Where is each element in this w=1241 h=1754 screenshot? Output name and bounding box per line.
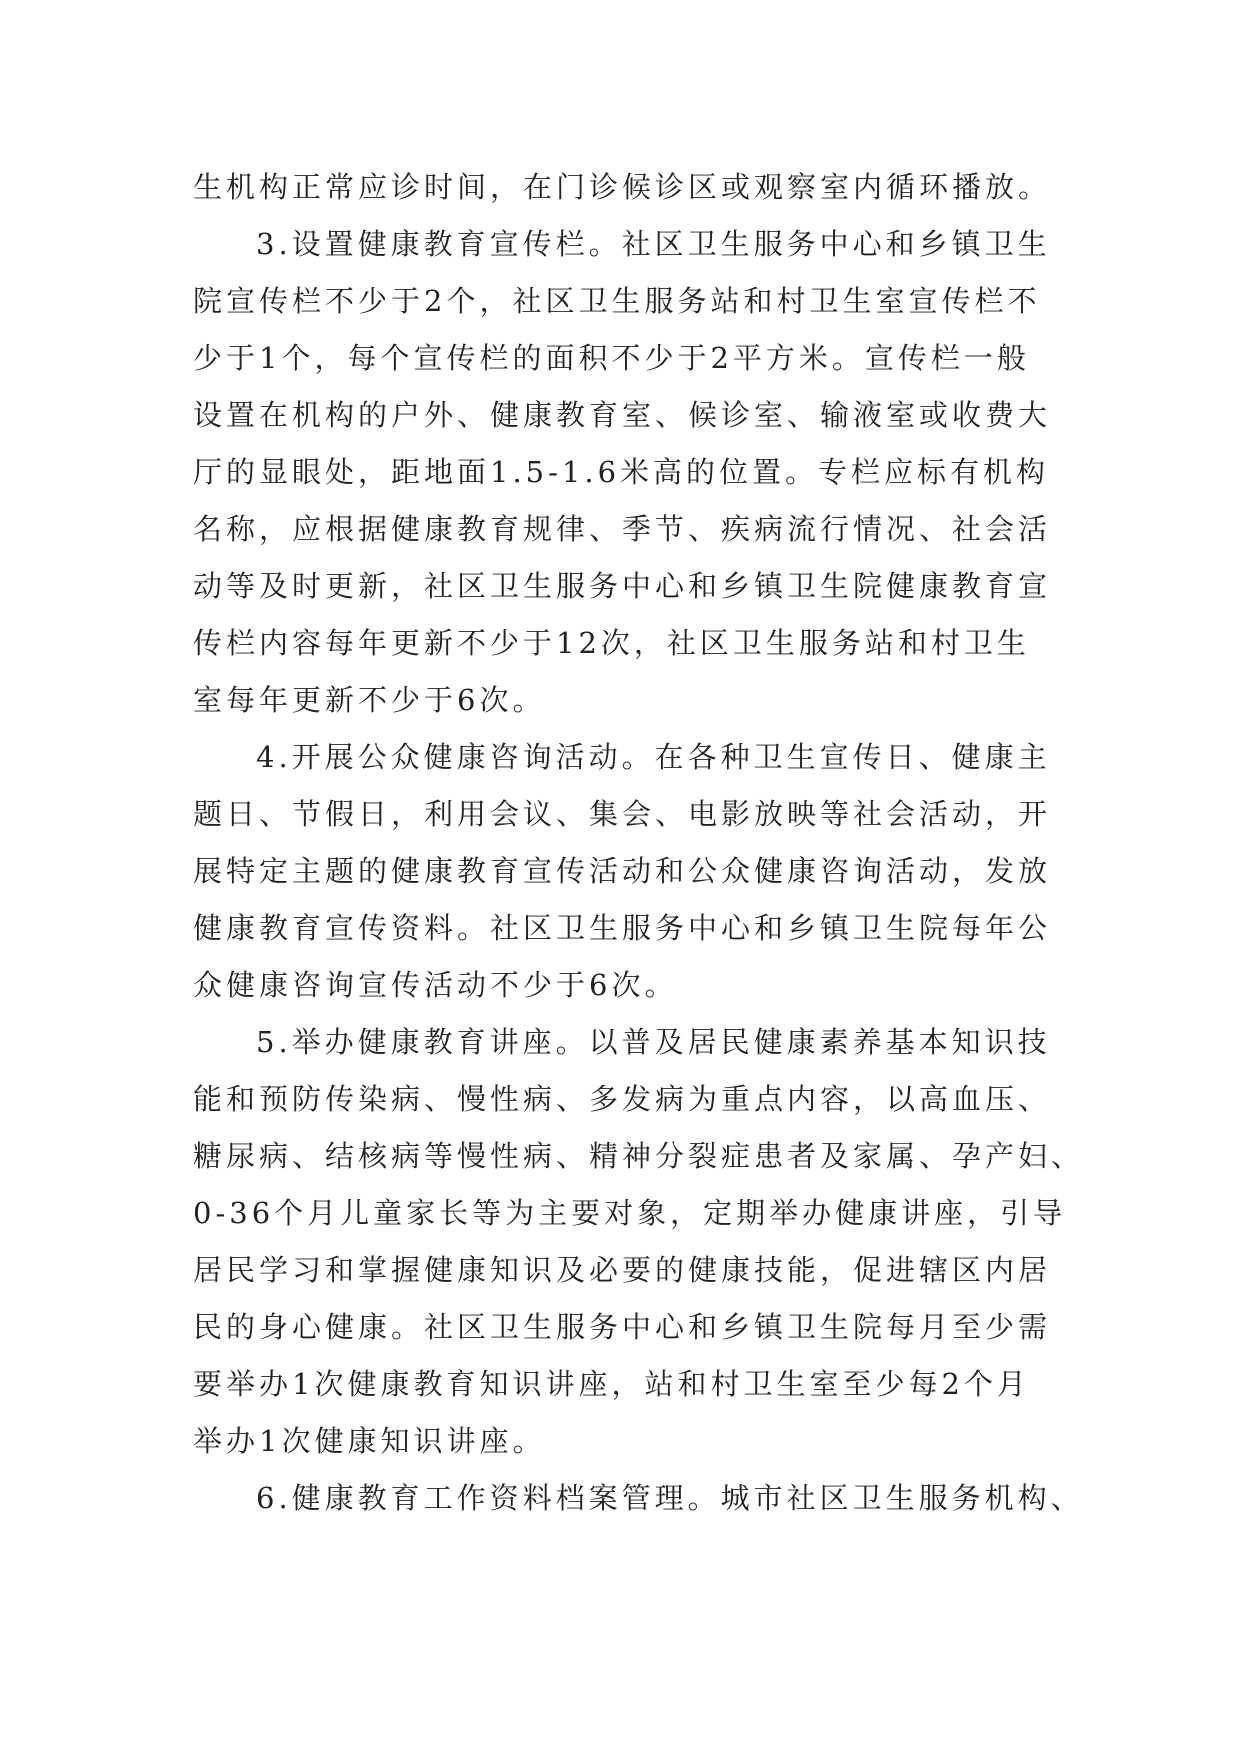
paragraph-start-line: 4.开展公众健康咨询活动。在各种卫生宣传日、健康主 [256, 740, 1051, 774]
text-line: 设置在机构的户外、健康教育室、候诊室、输液室或收费大 [193, 398, 1052, 432]
text-line: 题日、节假日，利用会议、集会、电影放映等社会活动，开 [193, 797, 1052, 831]
paragraph-start-line: 6.健康教育工作资料档案管理。城市社区卫生服务机构、 [256, 1481, 1084, 1515]
text-line: 室每年更新不少于6次。 [193, 683, 546, 717]
document-body [193, 159, 1085, 1527]
text-line: 动等及时更新，社区卫生服务中心和乡镇卫生院健康教育宣 [193, 569, 1052, 603]
paragraph-start-line: 5.举办健康教育讲座。以普及居民健康素养基本知识技 [256, 1025, 1051, 1059]
text-line: 生机构正常应诊时间，在门诊候诊区或观察室内循环播放。 [193, 170, 1052, 204]
text-line: 传栏内容每年更新不少于12次，社区卫生服务站和村卫生 [193, 626, 1030, 660]
text-line: 0-36个月儿童家长等为主要对象，定期举办健康讲座，引导 [193, 1196, 1067, 1230]
text-line: 院宣传栏不少于2个，社区卫生服务站和村卫生室宣传栏不 [193, 284, 1041, 318]
text-line: 厅的显眼处，距地面1.5-1.6米高的位置。专栏应标有机构 [193, 455, 1050, 489]
text-line: 能和预防传染病、慢性病、多发病为重点内容，以高血压、 [193, 1082, 1052, 1116]
paragraph-start-line: 3.设置健康教育宣传栏。社区卫生服务中心和乡镇卫生 [256, 227, 1051, 261]
text-line: 众健康咨询宣传活动不少于6次。 [193, 968, 678, 1002]
text-line: 展特定主题的健康教育宣传活动和公众健康咨询活动，发放 [193, 854, 1052, 888]
text-line: 举办1次健康知识讲座。 [193, 1424, 546, 1458]
text-line: 居民学习和掌握健康知识及必要的健康技能，促进辖区内居 [193, 1253, 1052, 1287]
text-line: 民的身心健康。社区卫生服务中心和乡镇卫生院每月至少需 [193, 1310, 1052, 1344]
text-line: 要举办1次健康教育知识讲座，站和村卫生室至少每2个月 [193, 1367, 1030, 1401]
text-line: 糖尿病、结核病等慢性病、精神分裂症患者及家属、孕产妇、 [193, 1139, 1085, 1173]
text-line: 少于1个，每个宣传栏的面积不少于2平方米。宣传栏一般 [193, 341, 1030, 375]
text-line: 健康教育宣传资料。社区卫生服务中心和乡镇卫生院每年公 [193, 911, 1052, 945]
text-line: 名称，应根据健康教育规律、季节、疾病流行情况、社会活 [193, 512, 1052, 546]
